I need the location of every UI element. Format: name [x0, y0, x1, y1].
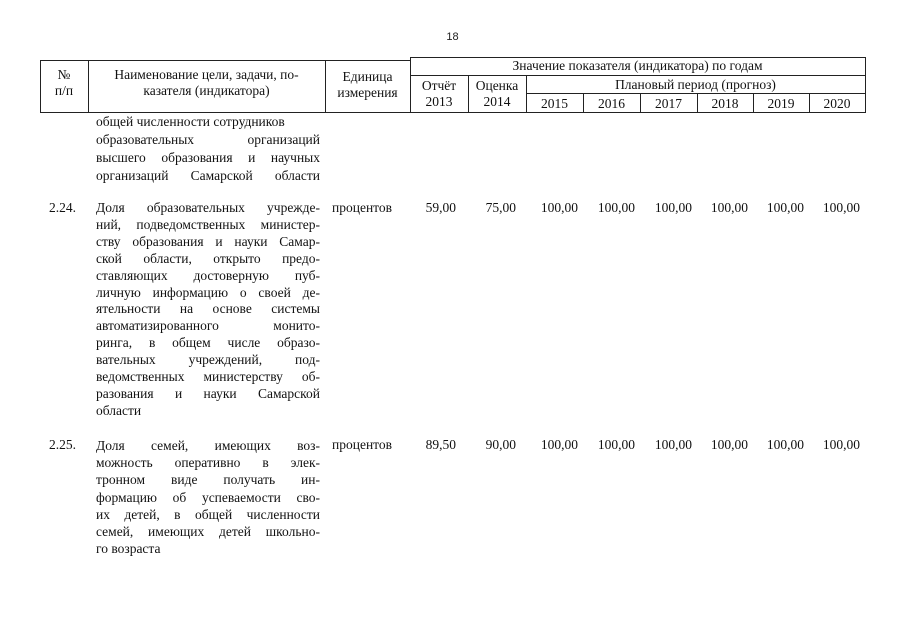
row-estimate-value: 75,00 — [485, 200, 516, 215]
row-plan-value: 100,00 — [822, 200, 860, 215]
row-plan-value: 100,00 — [597, 437, 635, 452]
indicator-line: Доля семей, имеющих воз- — [96, 438, 320, 453]
indicator-line: области — [96, 402, 142, 418]
indicator-line: разования и науки Самарской — [96, 385, 320, 401]
header-name-cell — [88, 67, 325, 98]
header-estimate-cell — [468, 78, 526, 109]
indicator-line: ведомственных министерству об- — [96, 369, 320, 385]
indicator-line: ятельности на основе системы — [96, 301, 320, 317]
header-unit-cell — [325, 69, 410, 100]
row-plan-value: 100,00 — [597, 200, 635, 215]
row-plan-value: 100,00 — [540, 200, 578, 215]
indicator-line: личную информацию о своей де- — [96, 284, 320, 300]
row-plan-value: 100,00 — [822, 437, 860, 452]
indicator-line: ставляющих достоверную пуб- — [96, 267, 320, 283]
continuation-line: организаций Самарской области — [96, 168, 320, 183]
continuation-text — [96, 113, 320, 185]
row-plan-value: 100,00 — [710, 437, 748, 452]
header-num: № — [57, 67, 71, 82]
indicator-line: автоматизированного монито- — [96, 318, 320, 334]
row-estimate-value: 90,00 — [485, 437, 516, 452]
header-num-cell — [40, 67, 88, 98]
header-estimate-year: 2014 — [483, 93, 511, 109]
header-values-title: Значение показателя (индикатора) по годам — [512, 58, 763, 73]
continuation-line: высшего образования и научных — [96, 150, 320, 165]
header-name-line1: Наименование цели, задачи, по- — [114, 67, 299, 82]
indicator-line: ской области, открыто предо- — [96, 250, 320, 266]
row-plan-value: 100,00 — [540, 437, 578, 452]
row-plan-value: 100,00 — [654, 200, 692, 215]
header-report-year: 2013 — [425, 93, 453, 109]
continuation-line: общей численности сотрудников — [96, 114, 285, 129]
header-num-pp: п/п — [54, 82, 74, 98]
indicator-line: семей, имеющих детей школьно- — [96, 524, 320, 540]
indicator-line: Доля образовательных учрежде- — [96, 200, 320, 215]
header-unit-line2: измерения — [337, 84, 398, 100]
continuation-line: образовательных организаций — [96, 132, 320, 147]
row-indicator-name — [96, 200, 320, 420]
row-report-value: 59,00 — [425, 200, 456, 215]
row-number: 2.25. — [49, 437, 76, 452]
row-report-value: 89,50 — [425, 437, 456, 452]
header-plan-year: 2020 — [823, 96, 851, 111]
header-estimate-label: Оценка — [475, 78, 519, 93]
header-unit-line1: Единица — [342, 69, 393, 84]
row-plan-value: 100,00 — [710, 200, 748, 215]
indicator-line: вательных учреждений, под- — [96, 352, 320, 368]
header-name-line2: казателя (индикатора) — [143, 82, 270, 98]
indicator-line: их детей, в общей численности — [96, 506, 320, 522]
header-plan-year: 2017 — [655, 96, 682, 111]
indicator-line: тронном виде получать ин- — [96, 472, 320, 488]
row-unit: процентов — [332, 437, 393, 452]
header-plan-year: 2018 — [711, 96, 739, 111]
indicator-line: го возраста — [96, 541, 161, 557]
indicator-line: формацию об успеваемости сво- — [96, 489, 320, 505]
header-plan-label: Плановый период (прогноз) — [615, 77, 776, 92]
row-plan-value: 100,00 — [766, 437, 804, 452]
header-plan-year: 2019 — [767, 96, 795, 111]
row-number: 2.24. — [49, 200, 76, 215]
header-plan-year: 2016 — [598, 96, 625, 111]
row-plan-value: 100,00 — [766, 200, 804, 215]
indicator-line: ринга, в общем числе образо- — [96, 335, 320, 351]
header-plan-year: 2015 — [541, 96, 568, 111]
row-unit: процентов — [332, 200, 393, 215]
indicator-line: ний, подведомственных министер- — [96, 216, 320, 232]
header-report-label: Отчёт — [421, 78, 457, 93]
page-number: 18 — [446, 31, 459, 43]
header-report-cell — [410, 78, 468, 109]
row-indicator-name — [96, 437, 320, 557]
row-plan-value: 100,00 — [654, 437, 692, 452]
indicator-line: можность оперативно в элек- — [96, 455, 320, 471]
indicator-line: ству образования и науки Самар- — [96, 233, 320, 249]
